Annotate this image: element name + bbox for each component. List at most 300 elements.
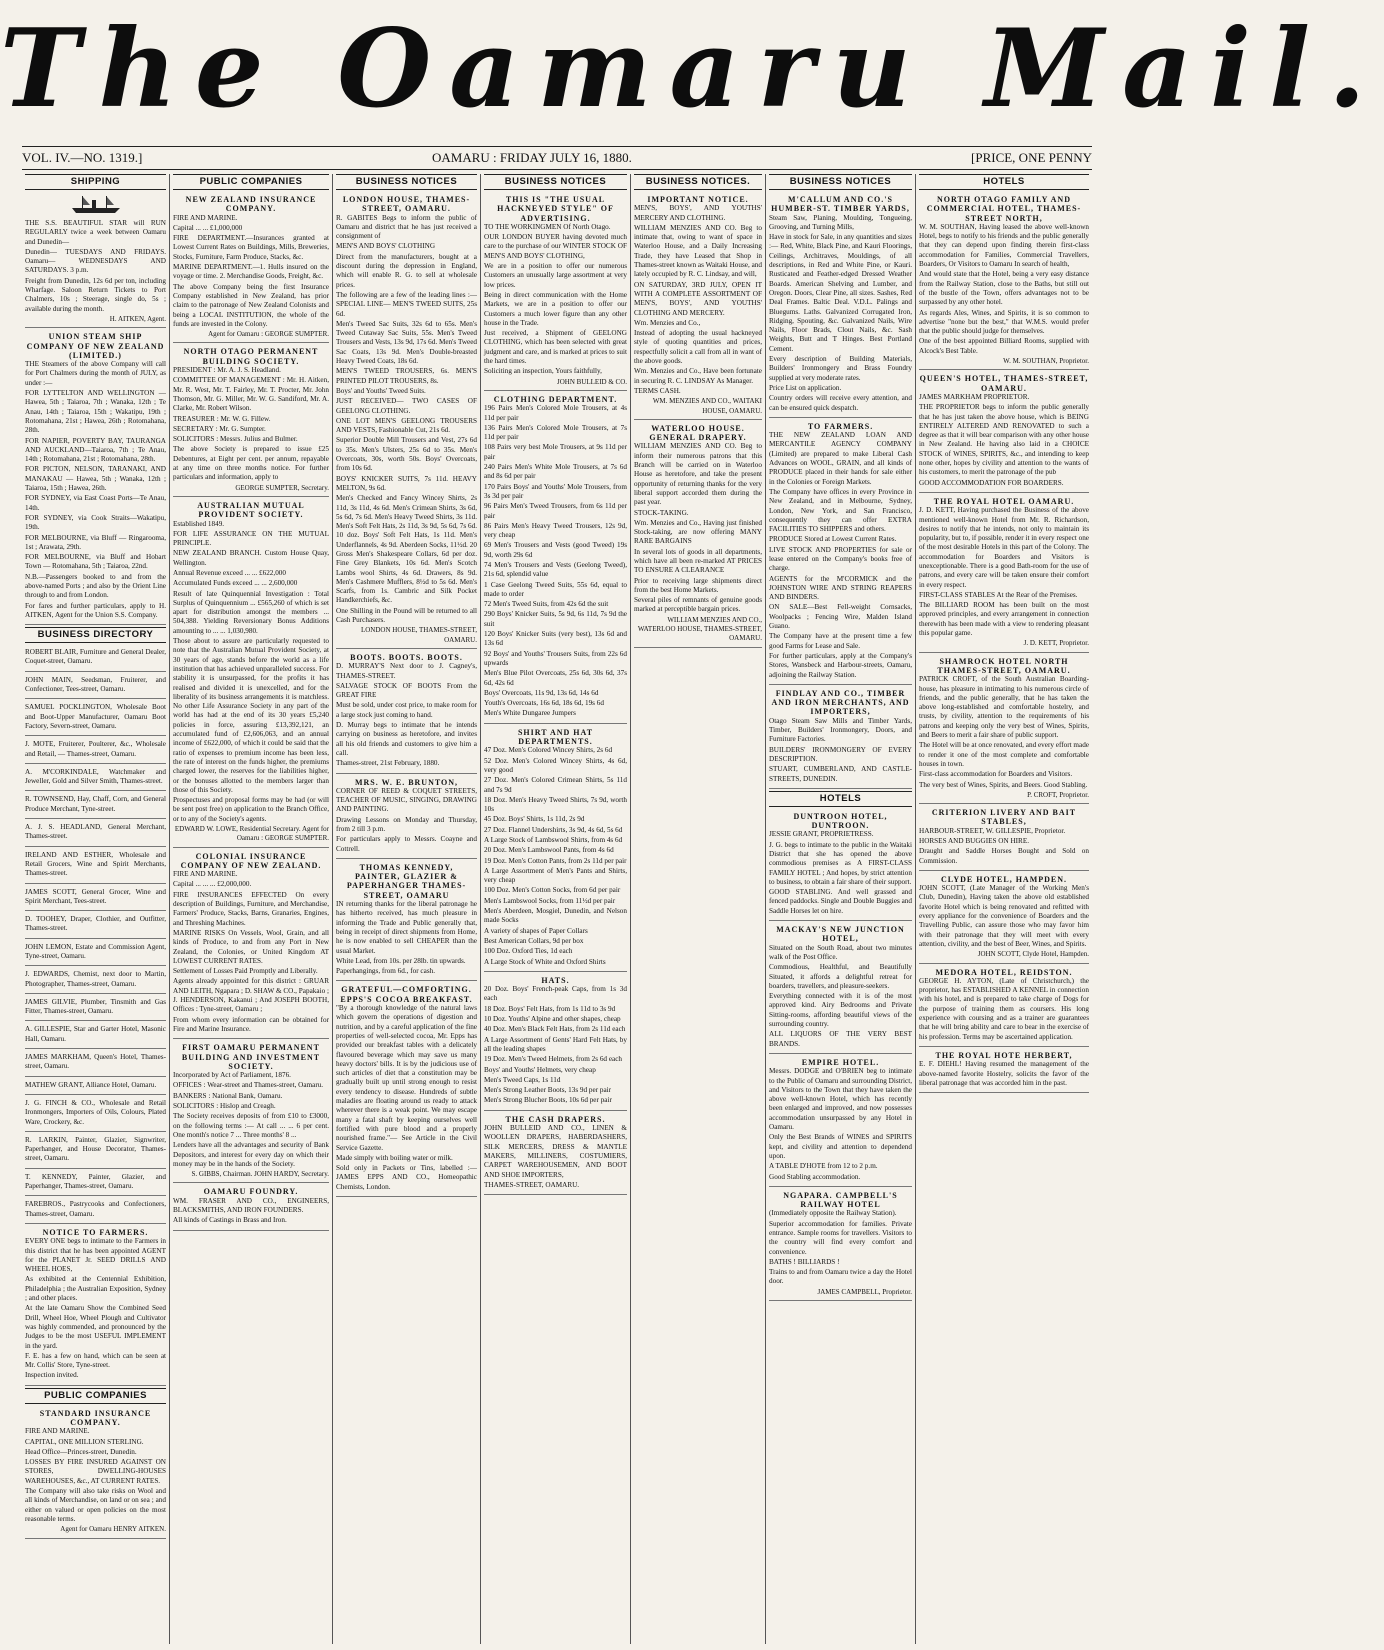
ad-text: AGENTS for the M'CORMICK and the JOHNSTON WIRE AND STRING REAPERS AND BINDERS. [769,574,912,602]
advertisement [336,193,477,649]
ad-text: FIRE AND MARINE. [25,1427,90,1436]
ad-text: OUR LONDON BUYER having devoted much care to the purchase of our WINTER STOCK OF MEN'S AND BOYS' CLOTHING, [484,233,627,260]
ad-text: Only the Best Brands of WINES and SPIRITS kept, and civility and attention to dependend upon. [769,1133,912,1160]
ad-text: 290 Boys' Knicker Suits, 5s 9d, 6s 11d, 7s 9d the suit [484,610,627,628]
ad-text: W. M. SOUTHAN, Having leased the above well-known Hotel, begs to notify to his friends and the public generally that they can depend upon finding therein first-class accommodation for Families, Commercial Travellers, Boarders, Or Visitors to Oamaru In search of health, [919,222,1089,269]
ad-text: One of the best appointed Billiard Rooms, supplied with Alcock's Best Table. [919,337,1089,355]
ad-text: Incorporated by Act of Parliament, 1876. [173,1071,291,1080]
ad-text: Result of late Quinquennial Investigation : Total Surplus of Quinquennium ... £565,260 of which is set apart for distribution amongst the members ... 504,388. Yielding Reversionary Bonus Additions amounting to ... ... 1,030,980. [173,589,329,635]
directory-entry [25,1198,166,1224]
ad-text: Everything connected with it is of the most approved kind. Airy Bedrooms and Private Sitting-rooms, affording beautiful views of the surrounding country. [769,992,912,1029]
advertisement [634,193,762,420]
ad-text: 240 Pairs Men's White Mole Trousers, at 7s 6d and 8s 6d per pair [484,463,627,481]
directory-text: JOHN LEMON, Estate and Commission Agent, Tyne-street, Oamaru. [25,942,166,960]
ad-text: LIVE STOCK AND PROPERTIES for sale or lease entered on the Company's books free of charge. [769,545,912,573]
ad-text: 47 Doz. Men's Colored Wincey Shirts, 2s 6d [484,746,613,755]
ad-text: 86 Pairs Men's Heavy Tweed Trousers, 12s 9d, very cheap [484,521,627,540]
directory-entry [25,1051,166,1077]
ad-signature: P. CROFT, Proprietor. [1027,790,1089,799]
ad-title: MEDORA HOTEL, REIDSTON. [935,967,1073,977]
ad-signature: S. GIBBS, Chairman. JOHN HARDY, Secretary. [191,1170,329,1179]
ad-text: Best American Collars, 9d per box [484,936,584,945]
newspaper-title: The Oamaru Mail. [0,6,1384,132]
ad-text: 72 Men's Tweed Suits, from 42s 6d the suit [484,600,609,609]
ad-text: A Large Stock of White and Oxford Shirts [484,957,606,966]
ad-text: EVERY ONE begs to intimate to the Farmers in this district that he has been appointed AGENT for the PLANET Jr. SEED DRILLS AND WHEEL HOES, [25,1237,166,1274]
ad-text: OFFICES : Wear-street and Thames-street, Oamaru. [173,1081,324,1090]
ad-text: Accumulated Funds exceed ... ... 2,600,000 [173,579,298,588]
ad-text: FOR PICTON, NELSON, TARANAKI, AND MANAKAU — Hawea, 5th ; Wanaka, 12th ; Taiaroa, 15th ; Hawea, 26th. [25,465,166,493]
advertisement [769,687,912,789]
column-heading: BUSINESS NOTICES [484,174,627,190]
ad-text: A Large Assortment of Men's Pants and Shirts, very cheap [484,866,627,885]
ad-text: MARINE DEPARTMENT.—1. Hulls insured on the voyage or time. 2. Merchandise Goods, Freight, &c. [173,263,329,281]
column-heading: PUBLIC COMPANIES [173,174,329,190]
ad-text: We are in a position to offer our numerous Customers an unusually large assortment at very low prices. [484,262,627,289]
advertisement [173,1185,329,1230]
ad-title: SHIRT AND HAT DEPARTMENTS. [517,727,594,747]
ad-title: UNION STEAM SHIP COMPANY OF NEW ZEALAND (LIMITED.) [26,332,165,360]
ad-signature: JOHN BULLEID & CO. [557,377,627,386]
directory-text: A. J. S. HEADLAND, General Merchant, Thames-street. [25,823,166,841]
hotel-advertisement [769,1189,912,1301]
ad-text: FIRE DEPARTMENT.—Insurances granted at Lowest Current Rates on Buildings, Mills, Breweries, Stocks, Furniture, Farm Produce, Stacks, &c. [173,234,329,261]
ad-title: HATS. [541,975,570,985]
ad-text: ON SATURDAY, 3RD JULY, OPEN IT WITH A COMPLETE ASSORTMENT OF MEN'S, BOYS', AND YOUTHS' CLOTHING AND MERCERY. [634,280,762,317]
directory-text: JAMES GILVIE, Plumber, Tinsmith and Gas Fitter, Thames-street, Oamaru. [25,997,166,1016]
ad-text: Men's Tweed Sac Suits, 32s 6d to 65s. Men's Tweed Cutaway Sac Suits, 55s. Men's Tweed Trousers and Vests, 13s 9d, 17s 6d. Men's Tweed Sac Coats, 13s 9d. Men's Double-breasted Heavy Tweed Coats, 18s 6d. [336,319,477,366]
ad-text: STOCK-TAKING. [634,508,689,517]
directory-text: J. MOTE, Fruiterer, Poulterer, &c., Wholesale and Retail, — Thames-street, Oamaru. [25,740,166,758]
directory-text: A. GILLESPIE, Star and Garter Hotel, Masonic Hall, Oamaru. [25,1025,166,1043]
ad-text: D. MURRAY'S Next door to J. Cagney's, THAMES-STREET. [336,662,477,680]
ad-text: Must be sold, under cost price, to make room for a large stock just coming to hand. [336,701,477,719]
ad-text: Men's Tweed Caps, 1s 11d [484,1075,561,1084]
directory-text: R. TOWNSEND, Hay, Chaff, Corn, and General Produce Merchant, Tyne-street. [25,795,166,813]
advertisement [173,193,329,343]
ad-title: NOTICE TO FARMERS. [42,1227,149,1237]
ad-text: 96 Pairs Men's Tweed Trousers, from 6s 11d per pair [484,502,627,520]
directory-text: MATHEW GRANT, Alliance Hotel, Oamaru. [25,1080,157,1089]
column-heading: BUSINESS NOTICES [769,174,912,190]
ad-title: NEW ZEALAND INSURANCE COMPANY. [185,195,317,214]
ad-text: HORSES AND BUGGIES ON HIRE. [919,837,1030,845]
ad-text: GOOD ACCOMMODATION FOR BOARDERS. [919,478,1064,487]
advertisement [919,806,1089,871]
ad-text: FOR LYTTELTON AND WELLINGTON —Hawea, 5th ; Taiaroa, 7th ; Wanaka, 12th ; Te Anau, 14th ; Taiaroa, 15th ; Wakatipu, 19th ; Rotomahana, 21st ; Hawea, 26th ; Rotomahana, 28th. [25,389,166,435]
ad-text: Annual Revenue exceed ... ... £622,000 [173,568,286,577]
directory-entry [25,821,166,847]
ad-signature: J. D. KETT, Proprietor. [1023,639,1089,648]
ad-title: M'CALLUM AND CO.'S HUMBER-ST. TIMBER YARDS, [771,195,910,214]
ad-text: As regards Ales, Wines, and Spirits, it is so common to advertise "none but the best," that W.M.S. would prefer that the public should judge for themselves. [919,308,1089,336]
ad-text: The Company have offices in every Province in New Zealand, and in Melbourne, Sydney, London, New York, and San Francisco, consequently they can offer EXTRA FACILITIES TO SHIPPERS and others. [769,487,912,534]
ad-signature: W. M. SOUTHAN, Proprietor. [1003,357,1089,366]
ad-text: Dunedin— TUESDAYS AND FRIDAYS. Oamaru— WEDNESDAYS AND SATURDAYS. 3 p.m. [25,247,166,275]
ad-signature: EDWARD W. LOWE, Residential Secretary. Agent for Oamaru : GEORGE SUMPTER. [174,825,329,843]
ad-text: Boys' and Youths' Tweed Suits. [336,386,426,395]
advertisement [634,422,762,648]
ad-text: For fares and further particulars, apply to H. AITKEN, Agent for the Union S.S. Company. [25,601,166,619]
ad-text: Messrs. DODGE and O'BRIEN beg to intimate to the Public of Oamaru and surrounding District, and Visitors to the Town that they have taken the above well-known Hotel, which has recently been enlarged and improved, and now possesses accommodation unsurpassed by any Hotel in Oamaru. [769,1067,912,1132]
ad-text: Freight from Dunedin, 12s 6d per ton, including Wharfage. Saloon Return Tickets to Port Chalmers, 10s ; Steerage, single do, 5s ; available during the month. [25,276,166,313]
ad-text: The Hotel will be at once renovated, and every effort made to render it one of the most complete and comfortable houses in town. [919,741,1089,768]
ad-text: Every description of Building Materials, Builders' Ironmongery and Brass Foundry supplied at very moderate rates. [769,355,912,382]
ad-text: Draught and Saddle Horses Bought and Sold on Commission. [919,847,1089,865]
ad-text: At the late Oamaru Show the Combined Seed Drill, Wheel Hoe, Wheel Plough and Cultivator was highly commended, and pronounced by the Judges to be the most USEFUL IMPLEMENT in the yard. [25,1304,166,1350]
ad-text: Soliciting an inspection, Yours faithfully, [484,367,602,376]
ad-signature: JOHN SCOTT, Clyde Hotel, Hampden. [977,950,1089,959]
ad-text: The Society receives deposits of from £10 to £3000, on the following terms :— At call ... ... 6 per cent. One month's notice 7 ... Three months' 8 ... [173,1112,329,1139]
ad-text: ONE LOT MEN'S GEELONG TROUSERS AND VESTS, Fashionable Cut, 21s 6d. [336,416,477,435]
ad-text: 40 Doz. Men's Black Felt Hats, from 2s 11d each [484,1025,626,1034]
ad-signature: WILLIAM MENZIES AND CO., WATERLOO HOUSE, THAMES-STREET, OAMARU. [637,615,762,643]
column-heading: HOTELS [919,174,1089,190]
directory-text: J. EDWARDS, Chemist, next door to Martin, Photographer, Thames-street, Oamaru. [25,970,166,988]
ad-text: WM. FRASER AND CO., ENGINEERS, BLACKSMITHS, AND IRON FOUNDERS. [173,1196,329,1214]
ad-text: MEN'S, BOYS', AND YOUTHS' MERCERY AND CLOTHING. [634,204,762,222]
ad-text: SECRETARY : Mr. G. Sumpter. [173,424,266,433]
ad-text: 100 Doz. Men's Cotton Socks, from 6d per pair [484,886,621,895]
directory-text: IRELAND AND ESTHER, Wholesale and Retail Grocers, Wine and Spirit Merchants, Thames-street. [25,850,166,878]
ad-text: Superior Double Mill Trousers and Vest, 27s 6d to 35s. Men's Ulsters, 25s 6d to 35s. Men's Overcoats, 30s, worth 50s. Boys' Overcoats, from 10s 6d. [336,436,477,473]
ad-text: JOHN BULLEID AND CO., LINEN & WOOLLEN DRAPERS, HABERDASHERS, SILK MERCERS, DRESS & MANTLE MAKERS, MILLINERS, COSTUMIERS, CARPET WAREHOUSEMEN, AND BOOT AND SHOE IMPORTERS, [484,1124,627,1179]
ad-title: EMPIRE HOTEL. [801,1057,880,1067]
ad-title: AUSTRALIAN MUTUAL PROVIDENT SOCIETY. [197,500,305,520]
ad-text: MEN'S TWEED TROUSERS, 6s. MEN'S PRINTED PILOT TROUSERS, 8s. [336,367,477,385]
ad-text: (Immediately opposite the Railway Station). [769,1209,897,1218]
advertisement [336,776,477,859]
dateline [22,150,1092,168]
ad-text: Price List on application. [769,383,842,392]
ad-text: One Shilling in the Pound will be returned to all Cash Purchasers. [336,606,477,625]
ad-text: Trains to and from Oamaru twice a day the Hotel door. [769,1268,912,1286]
ad-text: For further particulars, apply at the Company's Stores, Wansbeck and Harbour-streets, Oamaru, adjoining the Railway Station. [769,651,912,679]
ad-text: Those about to assure are particularly requested to note that the Australian Mutual Provident Society, at 30 years of age, stands before the world as a life institution that has achieved unparalleled success. For stability it is unsurpassed, for the profits it has realised and divided it is unexcelled, and for the liberality of its business arrangements it is matchless. No other Life Assurance Society in any part of the world has had at the end of its 30 years £5,240 policies in force, assuring £13,392,121, an accumulated fund of £2,606,063, and an annual income of £622,000, of which it could be said that the ratio of expenses to premium income has been less, the rate of interest on the funds higher, the premiums charged lower, the reserves for the liabilities higher, or the bonuses allotted to the members larger than those of this Society. [173,637,329,794]
ad-text: GEORGE H. AYTON, (Late of Christchurch,) the proprietor, has ESTABLISHED A KENNEL in connection with his hotel, and is prepared to take charge of Dogs for the purpose of training them as coursers. His long experience with coursing and as a trainer are guarantees that he will bring ability and care to bear in the exercise of his profession. Terms may be ascertained application. [919,976,1089,1041]
ad-text: 45 Doz. Boys' Shirts, 1s 11d, 2s 9d [484,815,585,824]
ad-signature: Agent for Oamaru : GEORGE SUMPTER. [208,330,329,339]
ad-text: FIRST-CLASS STABLES At the Rear of the Premises. [919,590,1078,599]
advertisement [173,499,329,848]
ad-text: FOR LIFE ASSURANCE ON THE MUTUAL PRINCIPLE. [173,529,329,548]
directory-entry [25,913,166,939]
ad-text: Steam Saw, Planing, Moulding, Tongueing, Grooving, and Turning Mills, [769,213,912,231]
directory-entry [25,1079,166,1095]
ad-title: IMPORTANT NOTICE. [647,195,749,204]
ad-text: Boys' and Youths' Helmets, very cheap [484,1065,596,1074]
ad-text: Capital ... ... £1,000,000 [173,223,243,232]
ad-text: THE NEW ZEALAND LOAN AND MERCANTILE AGENCY COMPANY (Limited) are prepared to make Liberal Cash Advances on WOOL, GRAIN, and all kinds of PRODUCE placed in their hands for sale either in the Colonies or Foreign Markets. [769,431,912,486]
ad-text: 170 Pairs Boys' and Youths' Mole Trousers, from 3s 3d per pair [484,482,627,500]
ad-signature: LONDON HOUSE, THAMES-STREET, OAMARU. [360,626,477,644]
ad-text: Direct from the manufacturers, bought at a discount during the depression in England, which will enable R. G. to sell at wholesale prices. [336,252,477,289]
ad-text: Men's Lambswool Socks, from 11½d per pair [484,896,616,905]
ad-text: TREASURER : Mr. W. G. Fillew. [173,414,271,423]
ad-signature: JAMES CAMPBELL, Proprietor. [817,1287,912,1296]
ad-text: 19 Doz. Men's Cotton Pants, from 2s 11d per pair [484,856,627,865]
ad-text: J. G. begs to intimate to the public in the Waitaki District that she has opened the above commodious premises as A FIRST-CLASS FAMILY HOTEL ; And hopes, by strict attention to business, to obtain a fair share of their support. [769,840,912,886]
ad-text: CAPITAL, ONE MILLION STERLING. [25,1437,144,1446]
ad-signature: WM. MENZIES AND CO., WAITAKI HOUSE, OAMARU. [652,397,762,415]
advertisement [173,1041,329,1183]
ad-text: Youth's Overcoats, 16s 6d, 18s 6d, 19s 6d [484,699,604,708]
ad-text: 20 Doz. Men's Lambswool Pants, from 4s 6d [484,846,614,855]
ad-text: COMMITTEE OF MANAGEMENT : Mr. H. Aitken, Mr. R. West, Mr. T. Fairley, Mr. T. Procter, Mr. John Thomson, Mr. G. Miller, Mr. W. G. Sandiford, Mr. A. Clarke, Mr. Robert Wilson. [173,376,329,413]
ad-text: As exhibited at the Centennial Exhibition, Philadelphia ; the Australian Exposition, Sydney ; and other places. [25,1275,166,1303]
ad-title: THE ROYAL HOTE HERBERT, [935,1050,1073,1060]
masthead-rule [22,146,1092,147]
ad-title: LONDON HOUSE, THAMES-STREET, OAMARU. [342,195,471,214]
ad-text: All kinds of Castings in Brass and Iron. [173,1216,287,1225]
ad-title: CLYDE HOTEL, HAMPDEN. [940,874,1068,884]
directory-entry [25,674,166,700]
ad-title: STANDARD INSURANCE COMPANY. [39,1408,152,1427]
directory-text: ROBERT BLAIR, Furniture and General Dealer, Coquet-street, Oamaru. [25,648,166,666]
ad-text: JUST RECEIVED— TWO CASES OF GEELONG CLOTHING. [336,397,477,415]
column-business-notices-1 [333,174,481,1644]
ad-text: BATHS ! BILLIARDS ! [769,1257,840,1266]
ad-text: A TABLE D'HOTE from 12 to 2 p.m. [769,1162,878,1171]
ad-text: SOLICITORS : Messrs. Julius and Bulmer. [173,435,298,444]
ad-text: 136 Pairs Men's Colored Mole Trousers, at 7s 11d per pair [484,423,627,442]
ad-title: MACKAY'S NEW JUNCTION HOTEL, [776,925,905,944]
hotel-advertisement [769,923,912,1054]
ad-text: FOR MELBOURNE, via Bluff and Hobart Town — Rotomahana, 5th ; Taiaroa, 22nd. [25,553,166,571]
ad-text: TO THE WORKINGMEN Of North Otago. [484,222,611,231]
ad-text: PRESIDENT : Mr. A. J. S. Headland. [173,366,281,375]
advertisement [25,330,166,625]
ad-text: LOSSES BY FIRE INSURED AGAINST ON STORES, DWELLING-HOUSES WAREHOUSES, &c., AT CURRENT RATES. [25,1458,166,1485]
column-business-notices-2 [481,174,631,1644]
directory-entry [25,646,166,672]
ad-text: JESSIE GRANT, PROPRIETRESS. [769,830,874,839]
ad-text: BOYS' KNICKER SUITS, 7s 11d. HEAVY MELTON, 9s 6d. [336,474,477,492]
ad-text: PATRICK CROFT, of the South Australian Boarding-house, has pleasure in intimating to his numerous circle of friends, and the public generally, that he has taken the above long-established and comfortable hostelry, and trusts, by civility, attention to the requirements of his patrons and keeping only the very best of Wines, Spirits, and Beers to merit a fair share of public support. [919,675,1089,740]
notice-to-farmers [25,1226,166,1386]
ad-text: E. F. DIEHL! Having resumed the management of the above-named favorite Hostelry, solicits the favor of the liberal patronage that was accorded him in the past. [919,1060,1089,1087]
ad-text: From whom every information can be obtained for Fire and Marine Insurance. [173,1015,329,1033]
ad-signature: GEORGE SUMPTER, Secretary. [235,483,329,492]
advertisement [484,193,627,391]
advertisement [769,420,912,685]
ad-text: BANKERS : National Bank, Oamaru. [173,1091,283,1100]
column-heading: BUSINESS NOTICES [336,174,477,190]
directory-entry [25,1023,166,1049]
advertisement [484,393,627,724]
ad-title: OAMARU FOUNDRY. [203,1187,299,1197]
ad-title: NORTH OTAGO FAMILY AND COMMERCIAL HOTEL, THAMES-STREET NORTH, [926,195,1082,223]
issue-date: OAMARU : FRIDAY JULY 16, 1880. [432,150,632,165]
ad-title: THE ROYAL HOTEL OAMARU. [933,496,1075,506]
column-subheading: PUBLIC COMPANIES [25,1388,166,1404]
ad-text: Several piles of remnants of genuine goods marked at perceptible bargain prices. [634,596,762,614]
ad-text: 19 Doz. Men's Tweed Helmets, from 2s 6d each [484,1055,622,1064]
advertisement [919,193,1089,370]
ad-text: Situated on the South Road, about two minutes walk of the Post Office. [769,943,912,961]
ad-text: WILLIAM MENZIES AND CO. Beg to intimate that, owing to want of space in Waterloo House, and a Daily Increasing Trade, they have Leased that Shop in Thames-street known as Waitaki House, and lately occupied by R. C. Lindsay, and will, [634,223,762,279]
hotel-advertisement [769,810,912,921]
ad-text: White Lead, from 10s. per 28lb. tin upwards. [336,956,466,965]
ad-text: 18 Doz. Boys' Felt Hats, from 1s 11d to 3s 9d [484,1004,616,1013]
ad-text: FOR SYDNEY, via East Coast Ports—Te Anau, 14th. [25,494,166,512]
column-subheading: HOTELS [769,791,912,807]
ad-text: J. D. KETT, Having purchased the Business of the above mentioned well-known Hotel from Mr. R. Richardson, desires to notify that he intends, not only to maintain its popularity, but to, if possible, render it in every respect one of the most desirable Hotels in this part of the Colony. The accommodation for Boarders and Visitors is unexceptionable. There is a good Bath-room for the use of patrons, and every care will be taken ensure their comfort in every respect. [919,506,1089,589]
ad-text: TERMS CASH. [634,386,681,395]
ad-text: THE S.S. BEAUTIFUL STAR will RUN REGULARLY twice a week between Oamaru and Dunedin— [25,219,166,246]
ad-text: Prospectuses and proposal forms may be had (or will be sent post free) on application to the Branch Office, or to any of the Society's agents. [173,796,329,823]
ad-text: Wm. Menzies and Co., Having just finished Stock-taking, are now offering MANY RARE BARGAINS [634,518,762,546]
ad-text: 74 Men's Trousers and Vests (Geelong Tweed), 21s 6d, splendid value [484,560,627,579]
ad-text: For particulars apply to Messrs. Coayne and Cottrell. [336,835,477,853]
ad-text: Paperhangings, from 6d., for cash. [336,967,436,976]
ad-text: Sold only in Packets or Tins, labelled :— JAMES EPPS AND CO., Homeopathic Chemists, London. [336,1164,477,1191]
ad-text: GOOD STABLING. And well grassed and fenced paddocks. Single and Double Buggies and Saddle Horses let on hire. [769,888,912,915]
advertisement [173,345,329,496]
masthead [0,0,1384,146]
directory-entry [25,701,166,736]
ad-text: Prior to receiving large shipments direct from the best Home Markets. [634,576,762,594]
ad-text: Made simply with boiling water or milk. [336,1153,453,1162]
directory-entry [25,1097,166,1132]
ad-text: IN returning thanks for the liberal patronage he has hitherto received, has much pleasure in informing the Trade and Public generally that, being in receipt of direct shipments from Home, he is now enabled to sell CHEAPER than the usual Market. [336,900,477,955]
ad-title: CLOTHING DEPARTMENT. [493,394,618,404]
directory-text: FAREBROS., Pastrycooks and Confectioners, Thames-street, Oamaru. [25,1200,166,1218]
ad-text: Capital ... ... ... £2,000,000. [173,880,252,889]
ad-text: Men's Strong Blucher Boots, 10s 6d per pair [484,1096,612,1105]
ad-text: FIRE AND MARINE. [173,870,238,879]
ad-text: The following are a few of the leading lines :— SPECIAL LINE— MEN'S TWEED SUITS, 25s 6d. [336,290,477,318]
ad-text: The above Society is prepared to issue £25 Debentures, at Eight per cent. per annum, repayable at any time on three months notice. For further particulars and information, apply to [173,445,329,482]
column-business-notices-4 [766,174,916,1644]
directory-entry [25,738,166,764]
ad-text: Drawing Lessons on Monday and Thursday, from 2 till 3 p.m. [336,815,477,833]
ad-text: SALVAGE STOCK OF BOOTS From the GREAT FIRE [336,681,477,700]
ad-text: 120 Boys' Knicker Suits (very best), 13s 6d and 13s 6d [484,630,627,648]
directory-entry [25,968,166,994]
ad-text: Inspection invited. [25,1371,79,1380]
ad-text: 18 Doz. Men's Heavy Tweed Shirts, 7s 9d, worth 10s [484,795,627,814]
directory-text: JAMES MARKHAM, Queen's Hotel, Thames-street, Oamaru. [25,1053,166,1071]
advertisement [919,1049,1089,1093]
ad-title: TO FARMERS. [807,421,874,431]
ad-text: D. Murray begs to intimate that he intends carrying on business as heretofore, and invites all his old friends and customers to give him a call. [336,721,477,757]
ad-text: 27 Doz. Men's Colored Crimean Shirts, 5s 11d and 7s 9d [484,776,627,794]
ad-text: JOHN SCOTT, (Late Manager of the Working Men's Club, Dunedin), Having taken the above old established favorite Hotel which is being renovated and refitted with every appliance for the convenience of Boarders and the Travelling Public, can assure those who may favor him with their patronage that they will meet with every attention, civility, and the best of Beer, Wines, and Spirits. [919,884,1089,948]
advertisement [336,861,477,982]
ad-title: THOMAS KENNEDY, PAINTER, GLAZIER & PAPERHANGER THAMES-STREET, OAMARU [346,862,467,900]
ad-text: Established 1849. [173,519,225,528]
directory-entry [25,849,166,884]
column-heading: SHIPPING [25,174,166,190]
ad-text: Just received, a Shipment of GEELONG CLOTHING, which has been selected with great judgment and care, and is marked at prices to suit the hard times. [484,329,627,366]
ad-text: 10 Doz. Youths' Alpine and other shapes, cheap [484,1015,621,1024]
advertisement [484,974,627,1111]
ad-text: SOLICITORS : Hislop and Creagh. [173,1102,276,1111]
ad-text: Commodious, Healthful, and Beautifully Situated, it affords a delightful retreat for boarders, travellers, and pleasure-seekers. [769,963,912,990]
ad-text: Head Office—Princes-street, Dunedin. [25,1447,137,1456]
directory-entry [25,1171,166,1197]
volume-number: VOL. IV.—NO. 1319.] [22,150,143,165]
directory-text: R. LARKIN, Painter, Glazier, Signwriter, Paperhanger, and House Decorator, Thames-street, Oamaru. [25,1135,166,1163]
hotel-advertisement [769,1056,912,1187]
ad-text: 100 Doz. Oxford Ties, 1d each [484,947,573,956]
column-subheading: BUSINESS DIRECTORY [25,627,166,643]
directory-entry [25,766,166,792]
ad-text: JAMES MARKHAM PROPRIETOR. [919,392,1030,401]
ad-text: PRODUCE Stored at Lowest Current Rates. [769,535,897,544]
ad-text: 92 Boys' and Youths' Trousers Suits, from 22s 6d upwards [484,649,627,667]
ad-text: First-class accommodation for Boarders and Visitors. [919,770,1073,779]
ad-text: ON SALE—Best Fell-weight Cornsacks, Woolpacks ; Fencing Wire, Malden Island Guano. [769,603,912,631]
ad-title: DUNTROON HOTEL, DUNTROON. [793,811,888,831]
ad-title: SHAMROCK HOTEL NORTH THAMES-STREET, OAMARU. [937,656,1071,675]
advertisement [484,726,627,972]
ad-text: A Large Assortment of Gents' Hard Felt Hats, by all the leading shapes [484,1035,627,1053]
advertisement [173,850,329,1040]
ad-text: THE Steamers of the above Company will call for Port Chalmers during the month of JULY, as under :— [25,360,166,387]
directory-text: JOHN MAIN, Seedsman, Fruiterer, and Confectioner, Tees-street, Oamaru. [25,675,166,694]
dateline-rule [22,169,1092,170]
ad-title: CRITERION LIVERY AND BAIT STABLES, [931,808,1077,827]
column-heading: BUSINESS NOTICES. [634,174,762,190]
column-business-notices-3 [631,174,766,1644]
ad-title: WATERLOO HOUSE. GENERAL DRAPERY. [649,423,747,443]
ad-text: Wm. Menzies and Co., [634,318,701,327]
ad-text: Thames-street, 21st February, 1880. [336,759,440,768]
ad-text: FOR NAPIER, POVERTY BAY, TAURANGA AND AUCKLAND—Taiaroa, 7th ; Te Anau, 14th ; Rotomahana, 21st ; Rotomahana, 28th. [25,436,166,464]
ad-text: WILLIAM MENZIES AND CO. Beg to inform their numerous patrons that this Branch will be carried on in Waterloo House as heretofore, and take the present opportunity of returning thanks for the very liberal support accorded them during the past year. [634,442,762,507]
ad-text: FOR SYDNEY, via Cook Straits—Wakatipu, 19th. [25,513,166,532]
ad-text: Men's White Dungaree Jumpers [484,709,576,718]
ad-text: HARBOUR-STREET, W. GILLESPIE, Proprietor. [919,826,1066,835]
ad-text: 20 Doz. Boys' French-peak Caps, from 1s 3d each [484,985,627,1003]
ad-title: MRS. W. E. BRUNTON, [354,777,459,787]
advertisement [919,655,1089,804]
advertisement [919,372,1089,493]
column-public-companies [170,174,333,1644]
column-shipping [22,174,170,1644]
ad-text: Country orders will receive every attention, and can be ensured quick despatch. [769,394,912,412]
ad-title: THE CASH DRAPERS. [505,1114,606,1124]
directory-entry [25,996,166,1022]
ad-text: THAMES-STREET, OAMARU. [484,1180,580,1189]
ad-text: Instead of adopting the usual hackneyed style of quoting quantities and prices, respectfully solicit a call from all in want of the above goods. [634,329,762,366]
ad-text: In several lots of goods in all departments, which have all been re-marked AT PRICES TO ENSURE A CLEARANCE [634,547,762,575]
directory-text: A. M'CORKINDALE, Watchmaker and Jeweller, Gold and Silver Smith, Thames-street. [25,767,166,786]
ad-text: FOR MELBOURNE, via Bluff — Ringarooma, 1st ; Arawata, 29th. [25,533,166,551]
ad-text: NEW ZEALAND BRANCH. Custom House Quay, Wellington. [173,549,329,567]
ad-text: Wm. Menzies and Co., Have been fortunate in securing R. C. LINDSAY As Manager. [634,367,762,385]
ad-signature: Agent for Oamaru HENRY AITKEN. [60,1525,166,1534]
ad-title: QUEEN'S HOTEL, THAMES-STREET, OAMARU. [919,374,1089,393]
advertisement [769,193,912,418]
ad-title: COLONIAL INSURANCE COMPANY OF NEW ZEALAND. [180,851,322,870]
ad-text: R. GABITES Begs to inform the public of Oamaru and district that he has just received a consignment of [336,213,477,241]
advertisement [336,983,477,1197]
advertisement [919,495,1089,653]
ad-text: The BILLIARD ROOM has been built on the most approved principles, and every arrangement in connection therewith has been made with a view to rendering pleasant this popular game. [919,601,1089,638]
ad-text: 108 Pairs very best Mole Trousers, at 9s 11d per pair [484,443,627,461]
ad-text: CORNER OF REED & COQUET STREETS, TEACHER OF MUSIC, SINGING, DRAWING AND PAINTING. [336,786,477,814]
ad-text: 1 Case Geelong Tweed Suits, 55s 6d, equal to made to order [484,580,627,598]
ad-text: The Company will also take risks on Wool and all kinds of Merchandise, on land or on sea ; and either on valued or open policies on the most reasonable terms. [25,1487,166,1523]
ad-signature: H. AITKEN, Agent. [109,314,166,323]
ad-text: Settlement of Losses Paid Promptly and Liberally. [173,967,318,976]
columns [22,174,1092,1644]
ad-text: FIRE AND MARINE. [173,213,238,222]
ad-text: MARINE RISKS On Vessels, Wool, Grain, and all kinds of Produce, to and from any Port in New Zealand, the Colonies, or United Kingdom AT LOWEST CURRENT RATES. [173,928,329,965]
